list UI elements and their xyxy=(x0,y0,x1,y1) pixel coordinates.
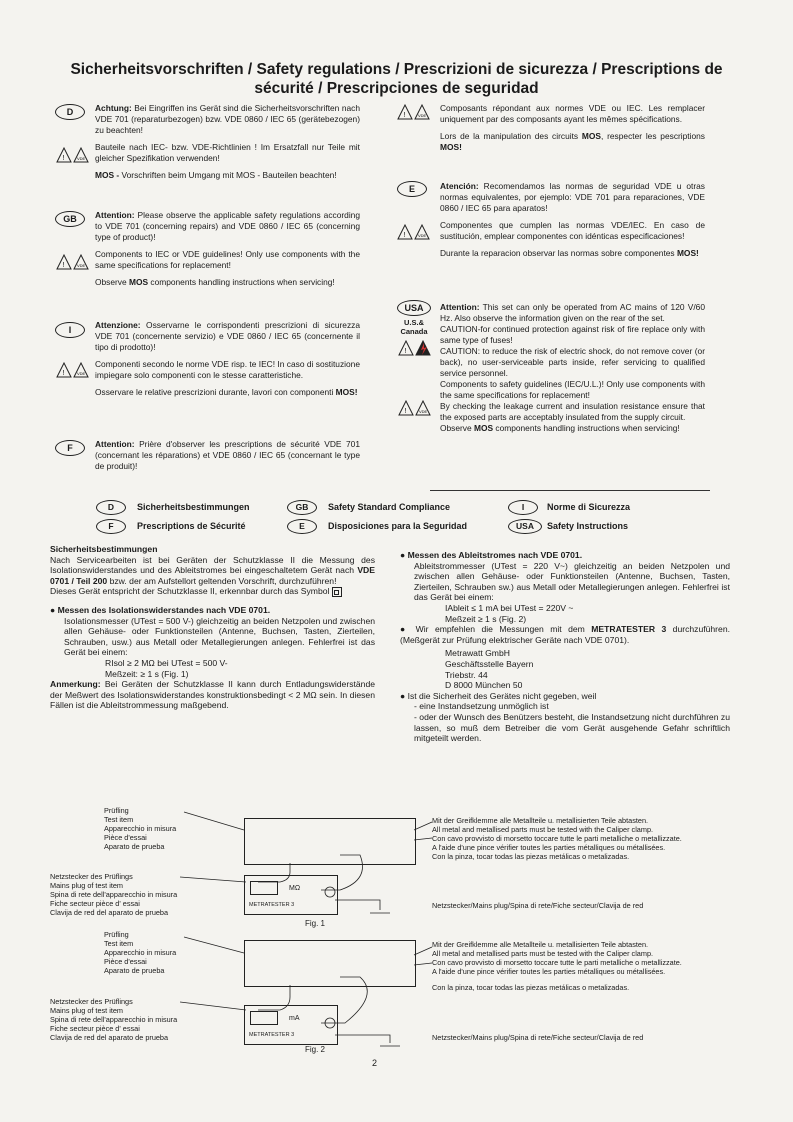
label: Spina di rete dell'apparecchio in misura xyxy=(50,890,178,899)
class-ii-icon xyxy=(332,587,342,597)
label: Aparato de prueba xyxy=(104,842,165,851)
section-f-continued xyxy=(440,103,705,159)
test-item-labels xyxy=(104,930,176,975)
section-heading: Sicherheitsbestimmungen xyxy=(50,544,158,554)
label: Prüfling xyxy=(104,806,129,815)
svg-text:!: ! xyxy=(62,262,65,269)
text: Wir empfehlen die Messungen mit dem xyxy=(415,624,592,635)
legend-label-usa: Safety Instructions xyxy=(547,521,629,531)
text: bzw. der am Aufstellort geltenden Vorschrift, durchzuführen! xyxy=(107,575,337,586)
text: Prière d'observer les prescriptions de sécurité VDE 701 (concernant les réparations) et VDE 0860 / IEC 65 (concernant le type de produit)! xyxy=(95,439,360,471)
page-title: Sicherheitsvorschriften / Safety regulations / Prescrizioni de sicurezza / Prescriptions de sécurité / Prescripciones de seguridad xyxy=(70,61,723,97)
bullet-heading: Messen des Ableitstromes nach VDE 0701. xyxy=(407,550,583,560)
label: MOS! xyxy=(440,142,462,152)
german-left: Sicherheitsbestimmungen Nach Servicearbeiten ist bei Geräten der Schutzklasse II die Messung des Isolationswiderstandes und des Ableitstromes bei eingeschaltetem Gerät nach VDE 0701 / Teil 200 bzw. der am Aufstellort geltenden Vorschrift, durchzuführen! Dieses Gerät entspricht der Schutzklasse II, erkennbar durch das Symbol ● Messen des Isolationswiderstandes nach VDE 0701. Isolationsmesser (UTest = 500 V-) gleichzeitig an beiden Netzpolen und zwischen allen Gehäuse- oder Funktionsteilen (Antenne, Buchsen, Tasten, Zierteilen, Schrauben, usw.) aus Metall oder Metallegierungen anlegen. Fehlerfrei ist das Gerät bei einem: RIsol ≥ 2 MΩ bei UTest = 500 V- Meßzeit: ≥ 1 s (Fig. 1) Anmerkung: Bei Geräten der Schutzklasse II kann durch Entladungswiderstände der Meßwert des Isolationswiderstandes konstruktionsbedingt < 2 MΩ sein. In diesen Fällen ist die Ableitstrommessung maßgebend. xyxy=(50,544,375,711)
lang-badge-e: E xyxy=(397,181,427,197)
label: Prüfling xyxy=(104,930,129,939)
svg-text:!: ! xyxy=(403,232,406,239)
note-line: Con cavo provvisto di morsetto toccare tutte le parti metalliche o metallizzate. xyxy=(432,958,682,967)
label: Netzstecker des Prüflings xyxy=(50,872,133,881)
address-line: Triebstr. 44 xyxy=(445,669,488,680)
label: MOS xyxy=(581,131,601,141)
divider xyxy=(430,490,710,491)
legend-label-i: Norme di Sicurezza xyxy=(547,502,631,512)
label: METRATESTER 3 xyxy=(591,624,667,635)
text: Bei Geräten der Schutzklasse II kann durch Entladungswiderstände der Meßwert des Isolationswiderstandes konstruktionsbedingt < 2 MΩ sein. In diesen Fällen ist die Ableitstrommessung maßgebend. xyxy=(50,679,375,711)
note-line: A l'aide d'une pince vérifier toutes les parties métalliques ou métallisées. xyxy=(432,967,666,976)
legend-label-f: Prescriptions de Sécurité xyxy=(137,521,246,531)
figure-2-wiring xyxy=(180,925,440,1055)
figure-1-wiring xyxy=(180,800,440,930)
label: MOS xyxy=(473,423,494,433)
text: components handling instructions when servicing! xyxy=(148,277,335,287)
label: MOS xyxy=(128,277,149,287)
label: Apparecchio in misura xyxy=(104,948,177,957)
meter-unit: MΩ xyxy=(289,885,301,892)
text: CAUTION-for continued protection against risk of fire replace only with same type of fuses! xyxy=(440,324,705,345)
text: Components to safety guidelines (IEC/U.L.)! Only use components with the same specifications for replacement! xyxy=(440,379,705,400)
legend-badge-gb: GB xyxy=(287,500,317,515)
legend-badge-e: E xyxy=(287,519,317,534)
note-line: All metal and metallised parts must be tested with the Caliper clamp. xyxy=(432,949,654,958)
warning-icon xyxy=(56,362,90,378)
text: Nach Servicearbeiten ist bei Geräten der Schutzklasse II die Messung des Isolationswiderstandes und des Ableitstromes bei eingeschaltetem Gerät nach xyxy=(50,554,375,576)
svg-text:VDE: VDE xyxy=(419,409,428,414)
lang-badge-d: D xyxy=(55,104,85,120)
label: Clavija de red del aparato de prueba xyxy=(50,1033,169,1042)
lang-badge-gb: GB xyxy=(55,211,85,227)
label: Attenzione: xyxy=(95,320,141,330)
label: MOS! xyxy=(676,248,699,258)
text: Bei Eingriffen ins Gerät sind die Sicherheitsvorschriften nach VDE 701 (reparaturbezogen) bzw. VDE 0860 / IEC 65 (gerätebezogen) zu beachten! xyxy=(95,103,360,135)
text: Components to IEC or VDE guidelines! Only use components with the same specifications for replacement! xyxy=(95,249,360,270)
bullet-heading: Messen des Isolationswiderstandes nach VDE 0701. xyxy=(57,605,271,616)
text: Please observe the applicable safety regulations according to VDE 701 (concerning repairs) and VDE 0860 / IEC 65 (concerning type of product)! xyxy=(95,210,360,242)
legend-label-d: Sicherheitsbestimmungen xyxy=(137,502,250,512)
section-gb xyxy=(95,210,360,294)
text: This set can only be operated from AC mains of 120 V/60 Hz. Also observe the information given on the rear of the set. xyxy=(440,302,705,323)
german-right: ● Messen des Ableitstromes nach VDE 0701. Ableitstrommesser (UTest = 220 V~) gleichzeitig an beiden Netzpolen und zwischen allen Gehäuse- oder Funktionsteilen (Antenne, Buchsen, Tasten, Zierteilen, Schrauben sw.) aus Metall oder Metallegierungen anlegen. Fehlerfrei ist das Gerät bei einem: IAbleit ≤ 1 mA bei UTest = 220V ~ Meßzeit ≥ 1 s (Fig. 2) ● Wir empfehlen die Messungen mit dem METRATESTER 3 durchzuführen. (Meßgerät zur Prüfung elektrischer Geräte nach VDE 0701). Metrawatt GmbH Geschäftsstelle Bayern Triebstr. 44 D 8000 München 50 ● Ist die Sicherheit des Gerätes nicht gegeben, weil - eine Instandsetzung unmöglich ist - oder der Wunsch des Benützers besteht, die Instandsetzung nicht durchführen zu lassen, so muß dem Betreiber die vom Gerät ausgehende Gefahr schriftlich mitgeteilt werden. xyxy=(400,550,730,744)
warning-icon xyxy=(56,254,90,270)
formula: IAbleit ≤ 1 mA bei UTest = 220V ~ xyxy=(445,602,574,613)
plug-note: Netzstecker/Mains plug/Spina di rete/Fiche secteur/Clavija de red xyxy=(432,1033,644,1042)
meter-unit: mA xyxy=(289,1015,300,1022)
formula: RIsol ≥ 2 MΩ bei UTest = 500 V- xyxy=(105,658,228,669)
note-line: Con la pinza, tocar todas las piezas metálicas o metalizadas. xyxy=(432,852,630,861)
svg-text:!: ! xyxy=(404,348,407,355)
label: MOS - xyxy=(95,170,120,180)
label: Pièce d'essai xyxy=(104,833,147,842)
svg-text:VDE: VDE xyxy=(77,156,86,161)
warning-icon xyxy=(398,340,432,356)
svg-text:!: ! xyxy=(62,155,65,162)
list-item: - eine Instandsetzung unmöglich ist xyxy=(414,701,549,712)
test-item-labels xyxy=(104,806,176,851)
label: MOS! xyxy=(335,387,358,397)
formula: Meßzeit: ≥ 1 s (Fig. 1) xyxy=(105,668,189,679)
address-line: Metrawatt GmbH xyxy=(445,648,510,659)
text: Osservarne le corrispondenti prescrizioni di sicurezza VDE 701 (concernente servizio) e VDE 0860 / IEC 65 (concernente il tipo di prodotto)! xyxy=(95,320,360,352)
label: Clavija de red del aparato de prueba xyxy=(50,908,169,917)
text: Bauteile nach IEC- bzw. VDE-Richtlinien ! Im Ersatzfall nur Teile mit gleicher Spezifikation verwenden! xyxy=(95,142,360,163)
label: Attention: xyxy=(95,210,135,220)
label: Test item xyxy=(104,815,134,824)
label: Fiche secteur pièce d' essai xyxy=(50,1024,140,1033)
label: Pièce d'essai xyxy=(104,957,147,966)
legend-label-gb: Safety Standard Compliance xyxy=(328,502,451,512)
text: CAUTION: to reduce the risk of electric shock, do not remove cover (or back), no user-serviceable parts inside, refer servicing to qualified service personnel. xyxy=(440,346,705,378)
label: Netzstecker des Prüflings xyxy=(50,997,133,1006)
label: Mains plug of test item xyxy=(50,881,124,890)
note-line: All metal and metallised parts must be tested with the Caliper clamp. xyxy=(432,825,654,834)
svg-text:VDE: VDE xyxy=(418,233,427,238)
text: Componenti secondo le norme VDE risp. te IEC! In caso di sostituzione impiegare solo componenti con le stesse caratteristiche. xyxy=(95,359,360,380)
text: Recomendamos las normas de seguridad VDE u otras normas equivalentes, por ejemplo: VDE 701 para reparaciones, VDE 0860 / IEC 65 para aparatos! xyxy=(440,181,705,213)
legend-badge-usa: USA xyxy=(508,519,542,534)
section-e xyxy=(440,181,705,265)
address-line: D 8000 München 50 xyxy=(445,680,523,691)
address-line: Geschäftsstelle Bayern xyxy=(445,658,534,669)
svg-text:!: ! xyxy=(404,408,407,415)
warning-icon xyxy=(397,104,431,120)
section-i xyxy=(95,320,360,404)
label: Apparecchio in misura xyxy=(104,824,177,833)
svg-text:VDE: VDE xyxy=(77,371,86,376)
label: Mains plug of test item xyxy=(50,1006,124,1015)
label: Achtung: xyxy=(95,103,132,113)
legend-badge-i: I xyxy=(508,500,538,515)
text: Componentes que cumplen las normas VDE/IEC. En caso de sustitución, emplear componentes con idénticas especificaciones! xyxy=(440,220,705,241)
text: Lors de la manipulation des circuits xyxy=(440,131,582,141)
svg-text:VDE: VDE xyxy=(77,263,86,268)
svg-text:!: ! xyxy=(62,370,65,377)
text: Ist die Sicherheit des Gerätes nicht gegeben, weil xyxy=(407,690,597,701)
clamp-note xyxy=(432,816,722,861)
label: VDE 0701 / Teil 200 xyxy=(50,565,375,586)
label: Anmerkung: xyxy=(50,679,101,690)
text: components handling instructions when servicing! xyxy=(493,423,680,433)
legend-badge-f: F xyxy=(96,519,126,534)
label: Attention: xyxy=(440,302,480,312)
label: Aparato de prueba xyxy=(104,966,165,975)
clamp-note xyxy=(432,940,722,992)
text: Observe xyxy=(95,277,129,287)
mains-plug-labels xyxy=(50,872,177,917)
note-line: Mit der Greifklemme alle Metallteile u. metallisierten Teile abtasten. xyxy=(432,816,649,825)
mains-plug-labels xyxy=(50,997,177,1042)
section-f xyxy=(95,439,360,478)
text: Isolationsmesser (UTest = 500 V-) gleichzeitig an beiden Netzpolen und zwischen allen Gehäuse- oder Funktionsteilen (Antenne, Buchsen, Tasten, Zierteilen, Schrauben, usw.) aus Metall oder Metallegierungen anlegen. Fehlerfrei ist das Gerät bei einem: xyxy=(64,615,375,658)
text: , respecter les pescriptions xyxy=(601,131,705,141)
note-line: Mit der Greifklemme alle Metallteile u. metallisierten Teile abtasten. xyxy=(432,940,649,949)
text: Osservare le relative prescrizioni durante, lavori con componenti xyxy=(95,387,336,397)
meter-label: METRATESTER 3 xyxy=(249,1032,295,1038)
meter-label: METRATESTER 3 xyxy=(249,902,295,908)
text: Durante la reparacion observar las normas sobre componentes xyxy=(440,248,677,258)
figure-caption: Fig. 2 xyxy=(305,1045,326,1054)
svg-text:!: ! xyxy=(403,112,406,119)
text: Observe xyxy=(440,423,474,433)
note-line: A l'aide d'une pince vérifier toutes les parties métalliques ou métallisées. xyxy=(432,843,666,852)
section-usa xyxy=(440,302,705,434)
legend-badge-d: D xyxy=(96,500,126,515)
text: Vorschriften beim Umgang mit MOS - Bauteilen beachten! xyxy=(119,170,337,180)
label: Fiche secteur pièce d' essai xyxy=(50,899,140,908)
section-d xyxy=(95,103,360,187)
text: Ableitstrommesser (UTest = 220 V~) gleichzeitig an beiden Netzpolen und zwischen allen Gehäuse- oder Funktionsteilen (Antenne, Buchsen, Tasten, Zierteilen, Schrauben sw.) aus Metall oder Metallegierungen anlegen. Fehlerfrei ist das Gerät bei einem: xyxy=(414,560,730,603)
list-item: - oder der Wunsch des Benützers besteht, die Instandsetzung nicht durchführen zu lassen, so muß dem Betreiber die vom Gerät ausgehende Gefahr schriftlich mitgeteilt werden. xyxy=(414,711,730,744)
warning-icon xyxy=(56,147,90,163)
label: Test item xyxy=(104,939,134,948)
label: Atención: xyxy=(440,181,479,191)
warning-icon xyxy=(398,400,432,416)
text: Composants répondant aux normes VDE ou IEC. Les remplacer uniquement par des composants ayant les mêmes spécifications. xyxy=(440,103,705,124)
text: By checking the leakage current and insulation resistance ensure that the exposed parts are acceptably insulated from the supply circuit. xyxy=(440,401,705,422)
label: Attention: xyxy=(95,439,135,449)
page-number: 2 xyxy=(372,1058,378,1068)
text: durchzuführen. (Meßgerät zur Prüfung elektrischer Geräte nach VDE 0701). xyxy=(400,624,730,645)
note-line: Con cavo provvisto di morsetto toccare tutte le parti metalliche o metallizzate. xyxy=(432,834,682,843)
note-line: Con la pinza, tocar todas las piezas metálicas o metalizadas. xyxy=(432,983,630,992)
region-label: U.S.& Canada xyxy=(400,318,428,336)
label: Spina di rete dell'apparecchio in misura xyxy=(50,1015,178,1024)
figure-caption: Fig. 1 xyxy=(305,919,326,928)
text: Dieses Gerät entspricht der Schutzklasse II, erkennbar durch das Symbol xyxy=(50,586,330,597)
lang-badge-usa: USA xyxy=(397,300,431,316)
lang-badge-f: F xyxy=(55,440,85,456)
warning-icon xyxy=(397,224,431,240)
lang-badge-i: I xyxy=(55,322,85,338)
formula: Meßzeit ≥ 1 s (Fig. 2) xyxy=(445,613,527,624)
svg-text:VDE: VDE xyxy=(418,113,427,118)
plug-note: Netzstecker/Mains plug/Spina di rete/Fiche secteur/Clavija de red xyxy=(432,901,644,910)
legend-label-e: Disposiciones para la Seguridad xyxy=(328,521,468,531)
